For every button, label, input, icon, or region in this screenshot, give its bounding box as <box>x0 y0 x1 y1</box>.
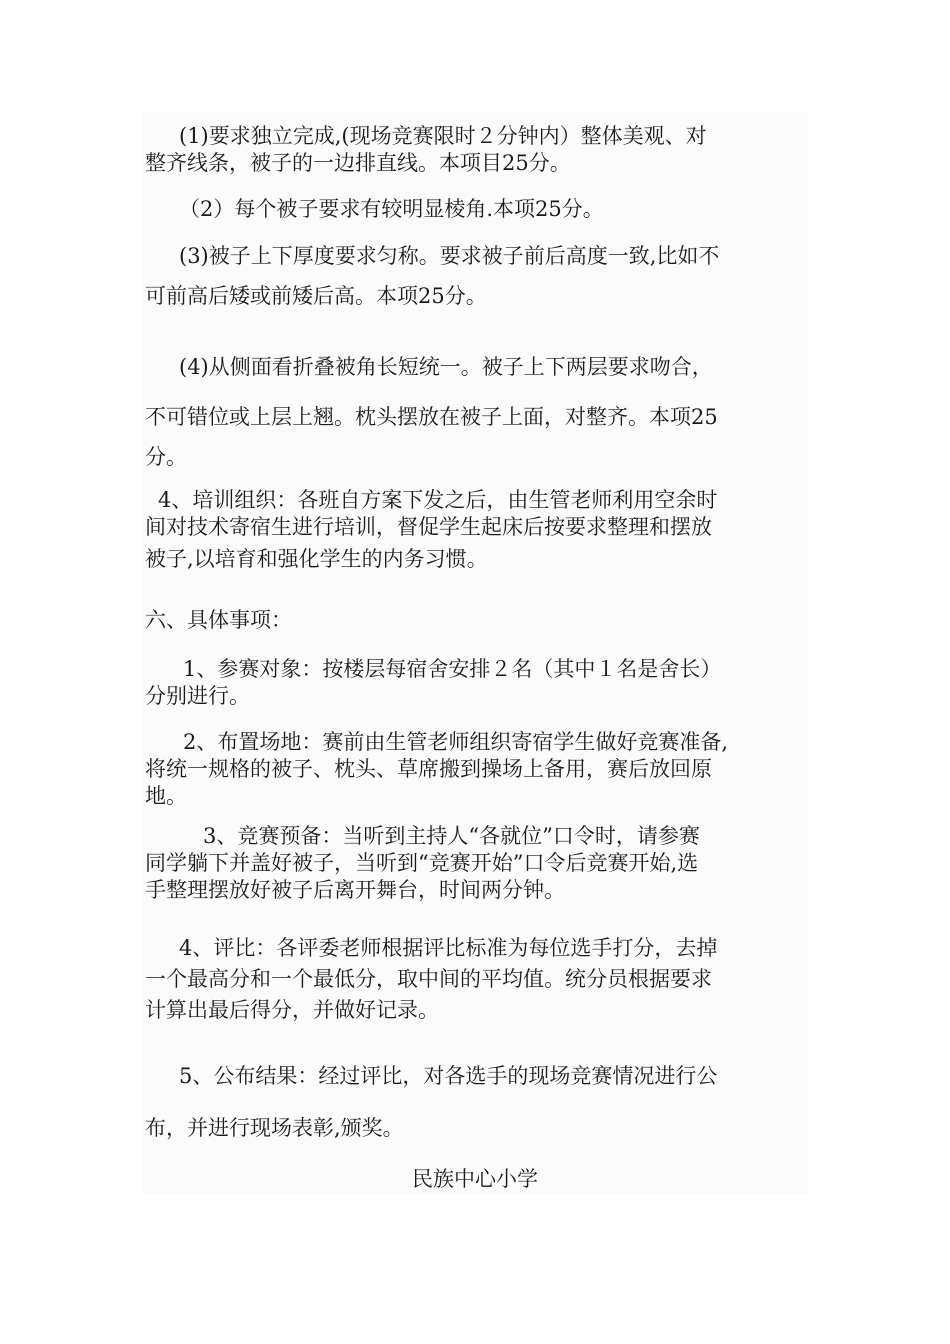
item-results <box>145 1050 805 1154</box>
paragraph-line: 布，并进行现场表彰,颁奖。 <box>145 1116 404 1140</box>
paragraph-line: 被子,以培育和强化学生的内务习惯。 <box>145 547 488 571</box>
paragraph-line: 3、竞赛预备：当听到主持人“各就位”口令时，请参赛 <box>203 824 700 848</box>
paragraph-training <box>145 487 805 573</box>
item-preparation <box>145 823 805 904</box>
section-heading: 六、具体事项： <box>145 608 292 632</box>
paragraph-line: (3)被子上下厚度要求匀称。要求被子前后高度一致,比如不 <box>179 244 720 268</box>
paragraph-line: 不可错位或上层上翘。枕头摆放在被子上面，对整齐。本项25 <box>145 405 718 429</box>
paragraph-line: 整齐线条，被子的一边排直线。本项目25分。 <box>145 151 571 175</box>
paragraph-line: 5、公布结果：经过评比，对各选手的现场竞赛情况进行公 <box>179 1064 718 1088</box>
item-judging <box>145 933 805 1026</box>
paragraph-line: （2）每个被子要求有较明显棱角.本项25分。 <box>179 197 604 221</box>
paragraph-line: 分别进行。 <box>145 684 250 708</box>
item-participants <box>145 656 805 710</box>
paragraph-line: 可前高后矮或前矮后高。本项25分。 <box>145 284 487 308</box>
paragraph-line: (1)要求独立完成,(现场竞赛限时２分钟内）整体美观、对 <box>179 124 707 148</box>
paragraph-rule-4 <box>145 347 805 477</box>
item-venue <box>145 729 805 810</box>
paragraph-line: (4)从侧面看折叠被角长短统一。被子上下两层要求吻合， <box>179 355 713 379</box>
paragraph-line: 同学躺下并盖好被子，当听到“竞赛开始”口令后竞赛开始,选 <box>145 851 699 875</box>
paragraph-line: 一个最高分和一个最低分，取中间的平均值。统分员根据要求 <box>145 967 712 991</box>
paragraph-rule-2 <box>145 196 805 223</box>
paragraph-line: 手整理摆放好被子后离开舞台，时间两分钟。 <box>145 878 565 902</box>
paragraph-line: 计算出最后得分，并做好记录。 <box>145 998 439 1022</box>
paragraph-line: 分。 <box>145 445 187 469</box>
paragraph-line: 将统一规格的被子、枕头、草席搬到操场上备用，赛后放回原 <box>145 757 712 781</box>
paragraph-rule-3 <box>145 236 805 316</box>
paragraph-line: 2、布置场地：赛前由生管老师组织寄宿学生做好竞赛准备, <box>183 730 729 754</box>
paragraph-line: 间对技术寄宿生进行培训，督促学生起床后按要求整理和摆放 <box>145 515 712 539</box>
paragraph-line: 地。 <box>145 784 187 808</box>
paragraph-line: 1、参赛对象：按楼层每宿舍安排２名（其中１名是舍长） <box>183 657 722 681</box>
paragraph-rule-1 <box>145 123 805 177</box>
paragraph-line: 4、评比：各评委老师根据评比标准为每位选手打分，去掉 <box>179 936 718 960</box>
paragraph-line: 4、培训组织：各班自方案下发之后，由生管老师利用空余时 <box>158 488 718 512</box>
school-signature: 民族中心小学 <box>412 1167 538 1191</box>
